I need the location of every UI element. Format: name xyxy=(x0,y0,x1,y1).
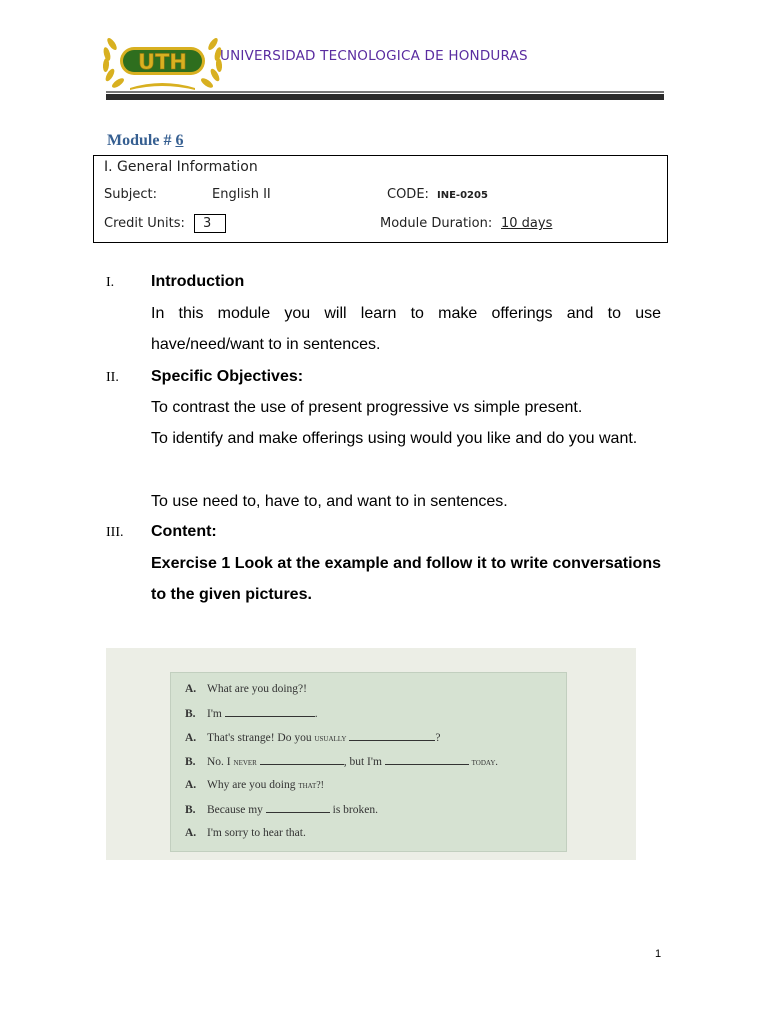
general-info-box xyxy=(93,155,668,243)
university-logo xyxy=(100,30,225,92)
exercise-instruction: Exercise 1 Look at the example and follow it to write conversations to the given pictures. xyxy=(151,555,661,603)
header-divider-thin xyxy=(106,91,664,93)
section-heading-content: Content: xyxy=(151,523,217,540)
section-heading-intro: Introduction xyxy=(151,273,245,290)
subject-value: English II xyxy=(212,187,271,202)
header-divider-thick xyxy=(106,94,664,100)
logo-text: UTH xyxy=(138,50,187,74)
credit-units-label: Credit Units: xyxy=(104,216,185,231)
dialog-line: B. I'm . xyxy=(185,708,318,720)
intro-paragraph: In this module you will learn to make offerings and to use have/need/want to in sentences. xyxy=(151,305,661,353)
module-duration-value: 10 days xyxy=(501,216,553,231)
objective-item: To contrast the use of present progressive vs simple present. xyxy=(151,399,583,416)
dialog-panel xyxy=(170,672,567,852)
module-number: 6 xyxy=(175,132,184,149)
section-numeral-intro: I. xyxy=(106,275,115,290)
module-heading xyxy=(107,132,189,150)
section-numeral-objectives: II. xyxy=(106,370,119,385)
dialog-line: B. Because my is broken. xyxy=(185,804,378,816)
section-numeral-content: III. xyxy=(106,525,124,540)
objective-item: To use need to, have to, and want to in sentences. xyxy=(151,493,508,510)
dialog-line: A. I'm sorry to hear that. xyxy=(185,827,306,839)
page-number: 1 xyxy=(655,948,662,960)
code-value: INE-0205 xyxy=(437,190,488,201)
objective-item: To identify and make offerings using would you like and do you want. xyxy=(151,430,638,447)
university-name: UNIVERSIDAD TECNOLOGICA DE HONDURAS xyxy=(220,48,528,64)
section-heading-objectives: Specific Objectives: xyxy=(151,368,304,385)
module-duration-label: Module Duration: xyxy=(380,216,493,231)
credit-units-value: 3 xyxy=(194,214,226,233)
code-label: CODE: xyxy=(387,187,429,202)
dialog-line: A. That's strange! Do you usually ? xyxy=(185,732,441,744)
dialog-line: A. What are you doing?! xyxy=(185,683,307,695)
dialog-line: A. Why are you doing that?! xyxy=(185,779,324,791)
exercise-example-image xyxy=(106,648,636,860)
subject-label: Subject: xyxy=(104,187,157,202)
general-info-title: I. General Information xyxy=(104,159,258,175)
dialog-line: B. No. I never , but I'm today. xyxy=(185,756,498,768)
module-label: Module # xyxy=(107,132,172,149)
